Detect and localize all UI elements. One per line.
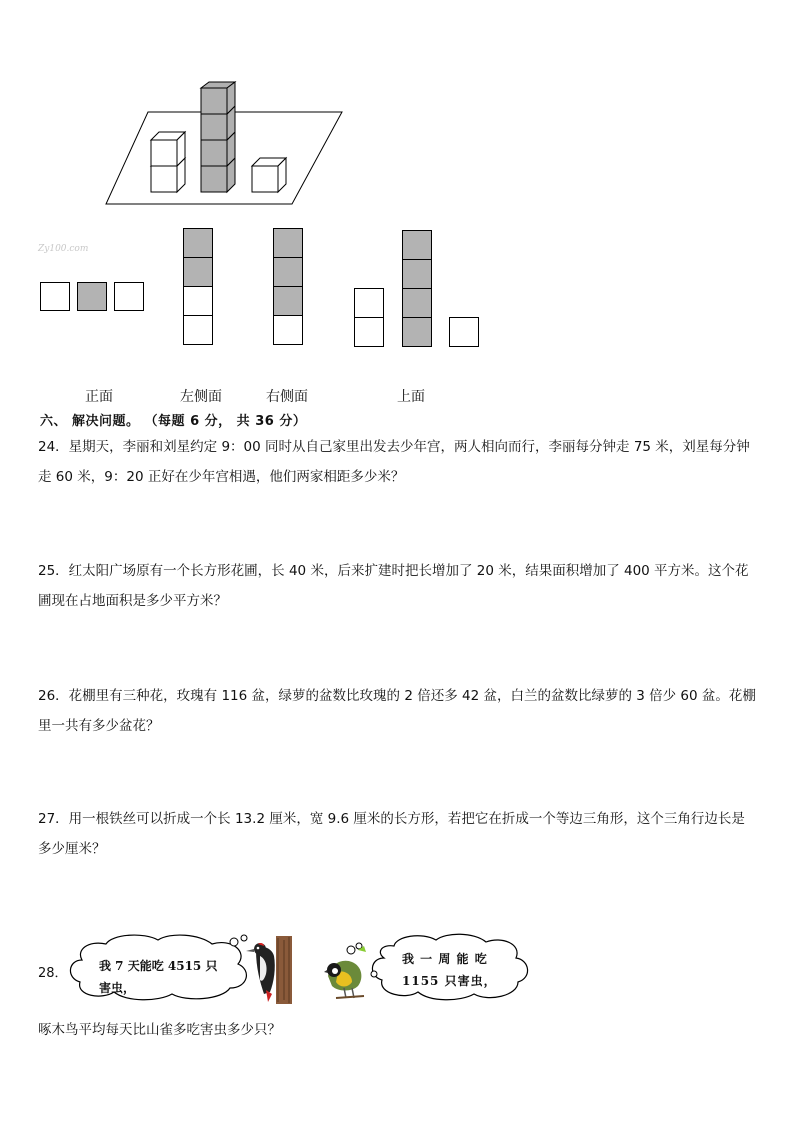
woodpecker-bubble-text (99, 955, 219, 999)
front-view-square (40, 282, 70, 311)
left-view-square (183, 257, 213, 287)
top-view-square (354, 288, 384, 318)
top-view-square (402, 259, 432, 289)
top-view-label: 上面 (397, 389, 425, 405)
watermark: Zy100.com (38, 244, 89, 254)
tit-bubble-line-2: 1155 只害虫， (402, 974, 497, 988)
left-view-label: 左侧面 (180, 389, 222, 405)
tit-bubble-line-1: 我 一 周 能 吃 (402, 952, 488, 966)
right-view-label: 右侧面 (266, 389, 308, 405)
right-single-cube (252, 158, 286, 192)
woodpecker-bubble-line-2: 害虫， (99, 981, 136, 995)
tit-bubble-text (402, 948, 512, 992)
left-view-square (183, 286, 213, 316)
left-view-square (183, 228, 213, 258)
right-view-square (273, 228, 303, 258)
left-view-square (183, 315, 213, 345)
top-view-square (354, 317, 384, 347)
front-view-square (114, 282, 144, 311)
middle-cube-stack (201, 82, 235, 192)
top-view-square (449, 317, 479, 347)
right-view-square (273, 315, 303, 345)
section-header: 六、 解决问题。 （每题 6 分， 共 36 分） (40, 414, 307, 429)
front-view-label: 正面 (85, 389, 113, 405)
top-view-square (402, 230, 432, 260)
question-27: 27．用一根铁丝可以折成一个长 13.2 厘米，宽 9.6 厘米的长方形，若把它在折成一个等边三角形，这个三角行边长是多少厘米？ (38, 811, 745, 857)
top-view-square (402, 288, 432, 318)
question-24: 24．星期天，李丽和刘星约定 9：00 同时从自己家里出发去少年宫，两人相向而行，李丽每分钟走 75 米，刘星每分钟走 60 米，9：20 正好在少年宫相遇，他们两家相距多少米？ (38, 439, 750, 485)
question-26: 26．花棚里有三种花，玫瑰有 116 盆，绿萝的盆数比玫瑰的 2 倍还多 42 盆，白兰的盆数比绿萝的 3 倍少 60 盆。花棚里一共有多少盆花？ (38, 688, 756, 734)
right-view-square (273, 257, 303, 287)
question-25: 25．红太阳广场原有一个长方形花圃，长 40 米，后来扩建时把长增加了 20 米，结果面积增加了 400 平方米。这个花圃现在占地面积是多少平方米？ (38, 563, 749, 609)
question-28-label: 28． (38, 966, 68, 981)
front-view-square (77, 282, 107, 311)
woodpecker-icon (244, 934, 296, 1006)
question-28-text: 啄木鸟平均每天比山雀多吃害虫多少只？ (38, 1022, 281, 1038)
right-view-square (273, 286, 303, 316)
woodpecker-bubble-line-1: 我 7 天能吃 4515 只 (99, 959, 218, 973)
cube-arrangement-figure (100, 80, 350, 210)
top-view-square (402, 317, 432, 347)
left-cube-stack (151, 132, 185, 192)
